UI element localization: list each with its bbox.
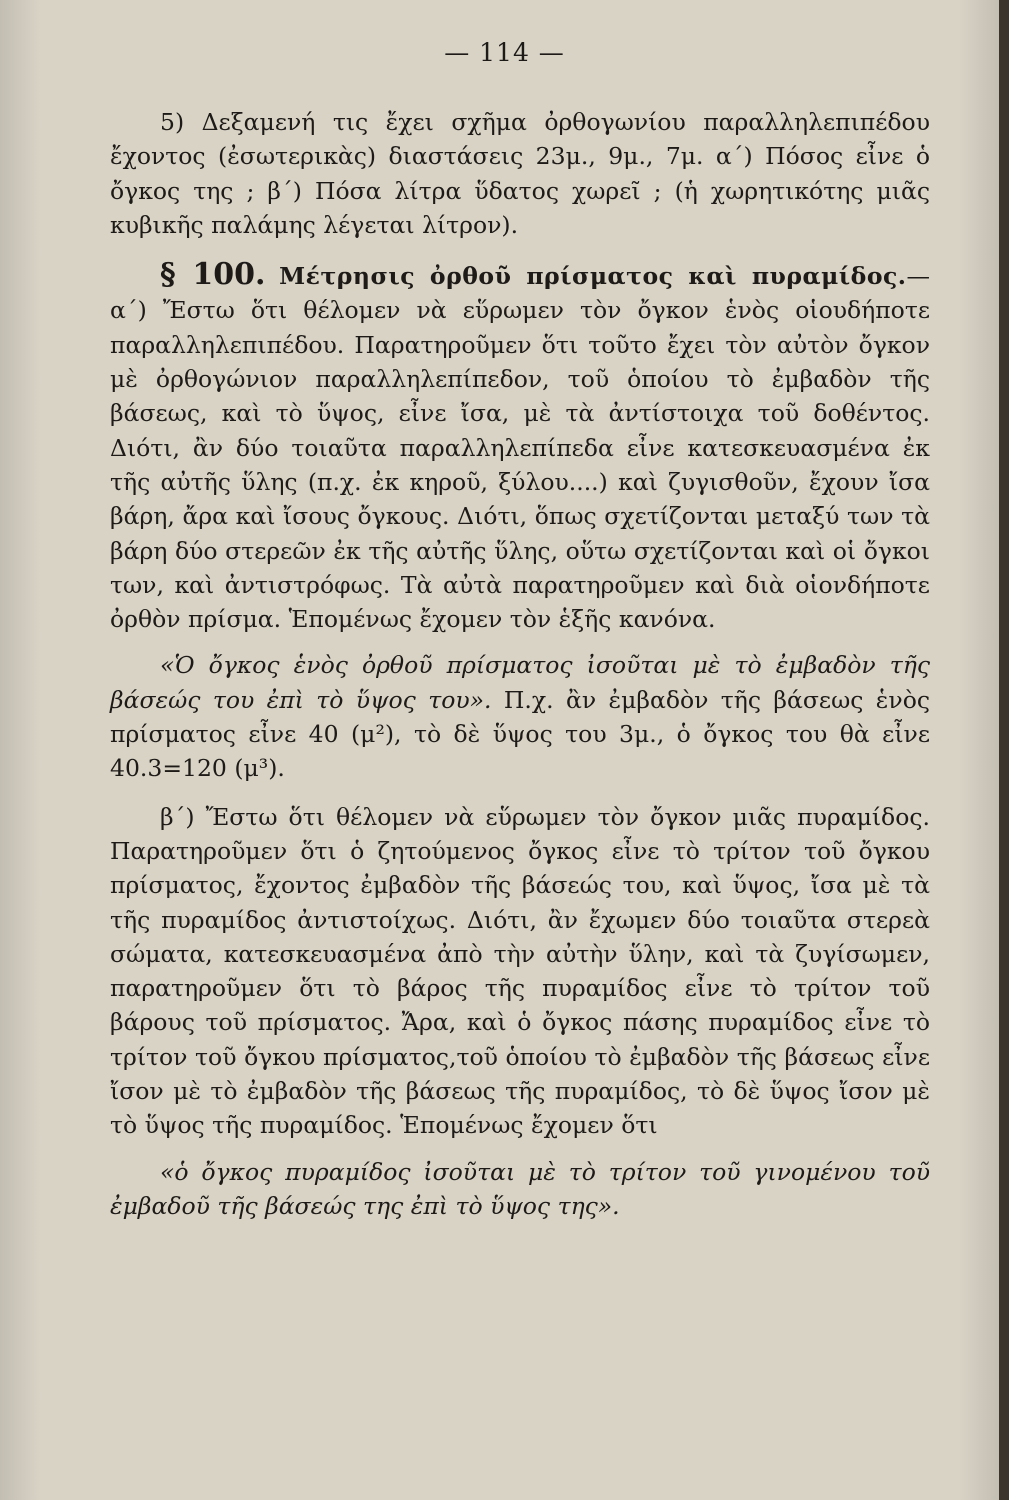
prism-example: Π.χ. ἂν ἐμβαδὸν τῆς βάσεως ἑνὸς πρίσματος εἶνε 40 (μ²), τὸ δὲ ὕψος του 3μ., ὁ ὄγκος του θὰ εἶνε 40.3=120 (μ³). xyxy=(110,685,930,783)
section-text: — α΄) Ἔστω ὅτι θέλομεν νὰ εὕρωμεν τὸν ὄγκον ἑνὸς οἱουδήποτε παραλληλεπιπέδου. Παρατηροῦμεν ὅτι τοῦτο ἔχει τὸν αὐτὸν ὄγκον μὲ ὀρθογώνιον παραλληλεπίπεδον, τοῦ ὁποίου τὸ ἐμβαδὸν τῆς βάσεως, καὶ τὸ ὕψος, εἶνε ἴσα, μὲ τὰ ἀντίστοιχα τοῦ δοθέντος. Διότι, ἂν δύο τοιαῦτα παραλληλεπίπεδα εἶνε κατεσκευασμένα ἐκ τῆς αὐτῆς ὕλης (π.χ. ἐκ κηροῦ, ξύλου....) καὶ ζυγισθοῦν, ἔχουν ἴσα βάρη, ἄρα καὶ ἴσους ὄγκους. Διότι, ὅπως σχετίζονται μεταξύ των τὰ βάρη δύο στερεῶν ἐκ τῆς αὐτῆς ὕλης, οὕτω σχετίζονται καὶ οἱ ὄγκοι των, καὶ ἀντιστρόφως. Τὰ αὐτὰ παρατηροῦμεν καὶ διὰ οἱονδήποτε ὀρθὸν πρίσμα. Ἑπομένως ἔχομεν τὸν ἑξῆς κανόνα. xyxy=(110,262,930,634)
exercise-paragraph: 5) Δεξαμενή τις ἔχει σχῆμα ὀρθογωνίου παραλληλεπιπέδου ἔχοντος (ἐσωτερικὰς) διαστάσεις 23μ., 9μ., 7μ. α΄) Πόσος εἶνε ὁ ὄγκος της ; β΄) Πόσα λίτρα ὕδατος χωρεῖ ; (ἡ χωρητικότης μιᾶς κυβικῆς παλάμης λέγεται λίτρον). xyxy=(110,108,930,239)
prism-rule: «Ὁ ὄγκος ἑνὸς ὀρθοῦ πρίσματος ἰσοῦται μὲ τὸ ἐμβαδὸν τῆς βάσεώς του ἐπὶ τὸ ὕψος του». xyxy=(110,651,930,714)
section-title: Μέτρησις ὀρθοῦ πρίσματος καὶ πυραμίδος. xyxy=(279,262,907,291)
section-number: § 100. xyxy=(160,257,266,293)
pyramid-paragraph: β΄) Ἔστω ὅτι θέλομεν νὰ εὕρωμεν τὸν ὄγκον μιᾶς πυραμίδος. Παρατηροῦμεν ὅτι ὁ ζητούμενος ὄγκος εἶνε τὸ τρίτον τοῦ ὄγκου πρίσματος, ἔχοντος ἐμβαδὸν τῆς βάσεώς του, καὶ ὕψος, ἴσα μὲ τὰ τῆς πυραμίδος ἀντιστοίχως. Διότι, ἂν ἔχωμεν δύο τοιαῦτα στερεὰ σώματα, κατεσκευασμένα ἀπὸ τὴν αὐτὴν ὕλην, καὶ τὰ ζυγίσωμεν, παρατηροῦμεν ὅτι τὸ βάρος τῆς πυραμίδος εἶνε τὸ τρίτον τοῦ βάρους τοῦ πρίσματος. Ἄρα, καὶ ὁ ὄγκος πάσης πυραμίδος εἶνε τὸ τρίτον τοῦ ὄγκου πρίσματος,τοῦ ὁποίου τὸ ἐμβαδὸν τῆς βάσεως εἶνε ἴσον μὲ τὸ ἐμβαδὸν τῆς βάσεως τῆς πυραμίδος, τὸ δὲ ὕψος ἴσον μὲ τὸ ὕψος τῆς πυραμίδος. Ἑπομένως ἔχομεν ὅτι xyxy=(110,802,930,1140)
page-body xyxy=(110,105,930,1235)
pyramid-rule: «ὁ ὄγκος πυραμίδος ἰσοῦται μὲ τὸ τρίτον τοῦ γινομένου τοῦ ἐμβαδοῦ τῆς βάσεώς της ἐπὶ τὸ ὕψος της». xyxy=(110,1157,930,1220)
page-number: — 114 — xyxy=(444,38,565,67)
prism-rule-paragraph xyxy=(110,648,930,785)
page-edge xyxy=(999,0,1009,1500)
section-paragraph xyxy=(110,258,930,636)
